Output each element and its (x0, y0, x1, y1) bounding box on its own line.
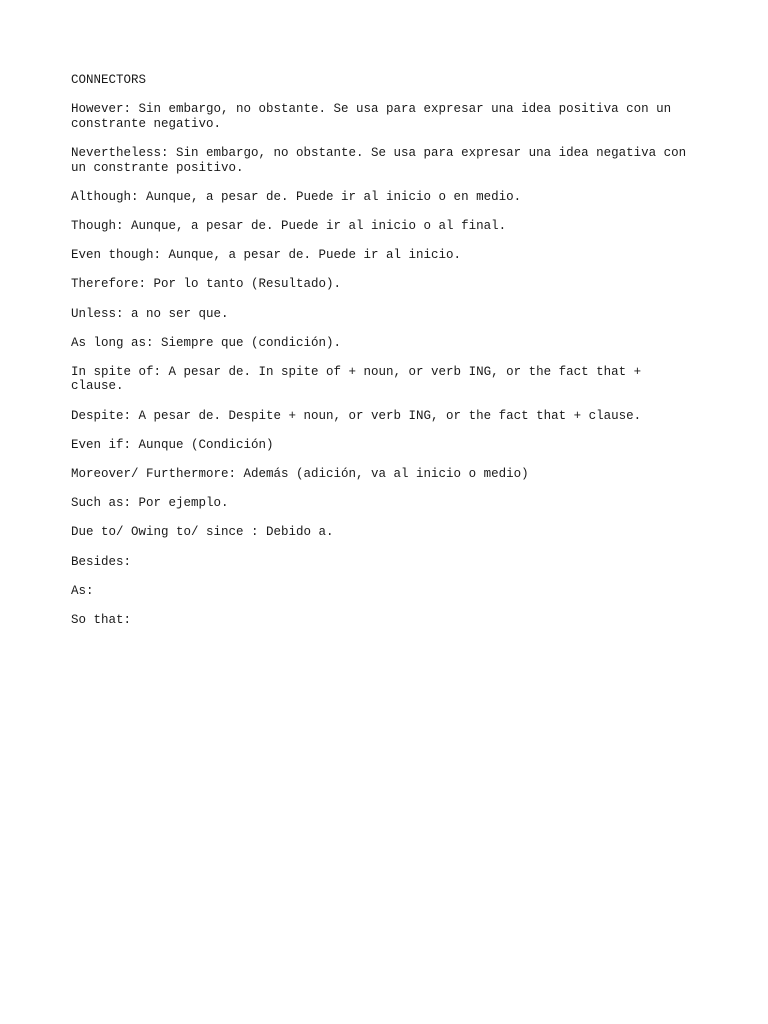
connector-entry-such-as: Such as: Por ejemplo. (71, 496, 229, 511)
connector-entry-nevertheless: Nevertheless: Sin embargo, no obstante. Se usa para expresar una idea negativa con un constrante positivo. (71, 145, 687, 175)
connector-entry-therefore: Therefore: Por lo tanto (Resultado). (71, 277, 342, 292)
connector-entry-however: However: Sin embargo, no obstante. Se usa para expresar una idea positiva con un constrante negativo. (71, 102, 672, 131)
connector-entry-so-that: So that: (71, 612, 132, 627)
connector-entry-even-though: Even though: Aunque, a pesar de. Puede ir al inicio. (71, 248, 462, 263)
connector-entry-unless: Unless: a no ser que. (71, 306, 229, 321)
connector-entry-although: Although: Aunque, a pesar de. Puede ir al inicio o en medio. (71, 189, 522, 204)
connector-entry-moreover: Moreover/ Furthermore: Además (adición, va al inicio o medio) (71, 467, 529, 482)
document-body (71, 73, 701, 642)
connector-entry-due-to: Due to/ Owing to/ since : Debido a. (71, 525, 334, 540)
connector-entry-as: As: (71, 583, 94, 598)
connector-entry-even-if: Even if: Aunque (Condición) (71, 437, 274, 452)
connector-entry-though: Though: Aunque, a pesar de. Puede ir al inicio o al final. (71, 218, 507, 233)
document-heading: CONNECTORS (71, 73, 147, 87)
connector-entry-besides: Besides: (71, 554, 132, 569)
connector-entry-in-spite-of: In spite of: A pesar de. In spite of + noun, or verb ING, or the fact that + clause. (71, 364, 642, 394)
connector-entry-despite: Despite: A pesar de. Despite + noun, or verb ING, or the fact that + clause. (71, 408, 642, 423)
connector-entry-as-long-as: As long as: Siempre que (condición). (71, 335, 342, 350)
